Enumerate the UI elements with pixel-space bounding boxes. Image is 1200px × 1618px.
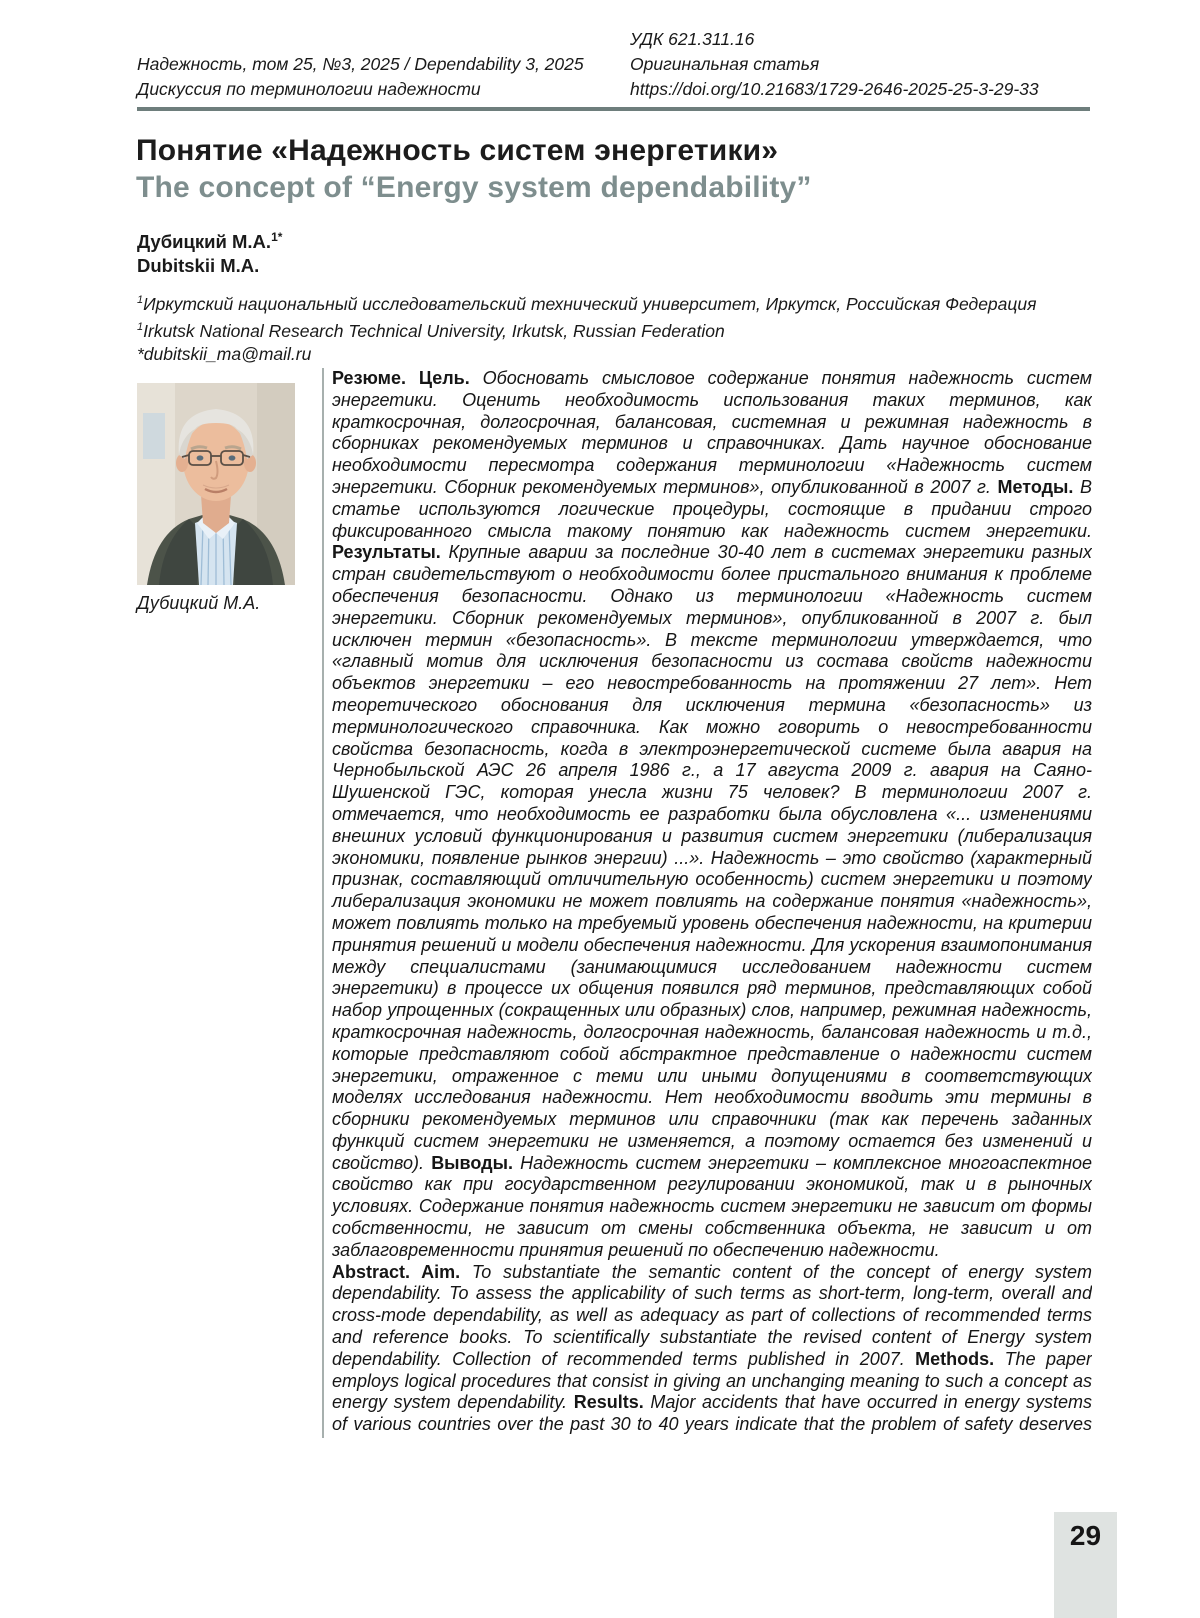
page-number-box <box>1054 1512 1117 1618</box>
author-email-link[interactable]: *dubitskii_ma@mail.ru <box>137 343 312 364</box>
article-title-ru: Понятие «Надежность систем энергетики» <box>136 134 779 167</box>
article-type: Оригинальная статья <box>630 54 820 74</box>
journal-section-line: Дискуссия по терминологии надежности <box>137 79 481 99</box>
affiliation-ru: $^1$Иркутский национальный исследовательский технический университет, Иркутск, Российская Федерация <box>137 293 1037 314</box>
photo-caption: Дубицкий М.А. <box>137 593 261 613</box>
article-title-en: The concept of “Energy system dependability” <box>136 171 812 204</box>
abstract-english: Abstract. Aim. To substantiate the semantic content of the concept of energy system dependability. To assess the applicability of such terms as short-term, long-term, overall and cross-mode dependability, as well as adequacy as part of collections of recommended terms and reference books. To scientifically substantiate the revised content of Energy system dependability. Collection of recommended terms published in 2007. Methods. The paper employs logical procedures that consist in giving an unchanging meaning to such a concept as energy system dependability. Results. Major accidents that have occurred in energy systems of various countries over the past 30 to 40 years indicate that the problem of safety deserves <box>332 1261 1092 1435</box>
udc-code: УДК 621.311.16 <box>630 29 755 49</box>
author-name-en: Dubitskii M.A. <box>137 255 260 277</box>
header-divider-rule <box>137 107 1090 111</box>
abstract-russian: Резюме. Цель. Обосновать смысловое содержание понятия надежность систем энергетики. Оценить необходимость использования таких терминов, как краткосрочная, долгосрочная, балансовая, системная и режимная надежность в сборниках рекомендуемых терминов и справочниках. Дать научное обоснование необходимости пересмотра содержания терминологии «Надежность систем энергетики. Сборник рекомендуемых терминов», опубликованной в 2007 г. Методы. В статье используются логические процедуры, состоящие в придании строго фиксированного смысла такому понятию как надежность систем энергетики. Результаты. Крупные аварии за последние 30-40 лет в системах энергетики разных стран свидетельствуют о необходимости более пристального внимания к проблеме обеспечения безопасности. Однако из терминологии «Надежность систем энергетики. Сборник рекомендуемых терминов», опубликованной в 2007 г. был исключен термин «безопасность». В тексте терминологии утверждается, что «главный мотив для исключения безопасности из состава свойств надежности объектов энергетики – его невостребованность на протяжении 27 лет». Нет теоретического обоснования для исключения термина «безопасность» из терминологического справочника. Как можно говорить о невостребованности свойства безопасность, когда в электроэнергетической системе была авария на Чернобыльской АЭС 26 апреля 1986 г., а 17 августа 2009 г. авария на Саяно-Шушенской ГЭС, которая унесла жизни 75 человек? В терминологии 2007 г. отмечается, что необходимость ее разработки была обусловлена «... изменениями внешних условий функционирования и развития систем энергетики (либерализация экономики, появление рынков энергии) ...». Надежность – это свойство (характерный признак, составляющий отличительную особенность) систем энергетики и поэтому либерализация экономики не может повлиять на содержание понятия «надежность», может повлиять только на требуемый уровень обеспечения надежности, на критерии принятия решений и модели обеспечения надежности. Для ускорения взаимопонимания между специалистами (занимающимися исследованием надежности систем энергетики) в процессе их общения появился ряд терминов, представляющих собой набор упрощенных (сокращенных или образных) слов, например, режимная надежность, краткосрочная надежность, долгосрочная надежность, балансовая надежность и т.д., которые представляют собой абстрактное представление о надежности систем энергетики, отраженное с теми или иными допущениями в соответствующих моделях исследования надежности. Нет необходимости вводить эти термины в сборники рекомендуемых терминов или справочники (так как перечень заданных функций систем энергетики не изменяется, а поэтому остается без изменений и свойство). Выводы. Надежность систем энергетики – комплексное многоаспектное свойство как при государственном регулировании экономикой, так и в рыночных условиях. Содержание понятия надежность систем энергетики не зависит от формы собственности, не зависит от смены собственника объекта, не зависит и от заблаговременности принятия решений по обеспечению надежности. <box>332 368 1092 1260</box>
journal-header-right <box>630 27 1039 102</box>
author-portrait-image <box>137 383 295 585</box>
doi-link[interactable]: https://doi.org/10.21683/1729-2646-2025-25-3-29-33 <box>630 79 1039 99</box>
journal-header-left <box>137 52 584 102</box>
abstract-block <box>322 368 1092 1438</box>
author-block <box>137 225 282 278</box>
journal-issue-line: Надежность, том 25, №3, 2025 / Dependability 3, 2025 <box>137 54 584 74</box>
author-affiliation-marker: 1* <box>271 230 283 244</box>
author-photo-block <box>137 383 295 614</box>
page-number: 29 <box>1069 1520 1102 1551</box>
affiliation-en: $^1$Irkutsk National Research Technical University, Irkutsk, Russian Federation <box>137 320 725 341</box>
author-name-ru: Дубицкий М.А.$^{1*}$ <box>137 230 283 253</box>
affiliation-block <box>137 289 1037 366</box>
